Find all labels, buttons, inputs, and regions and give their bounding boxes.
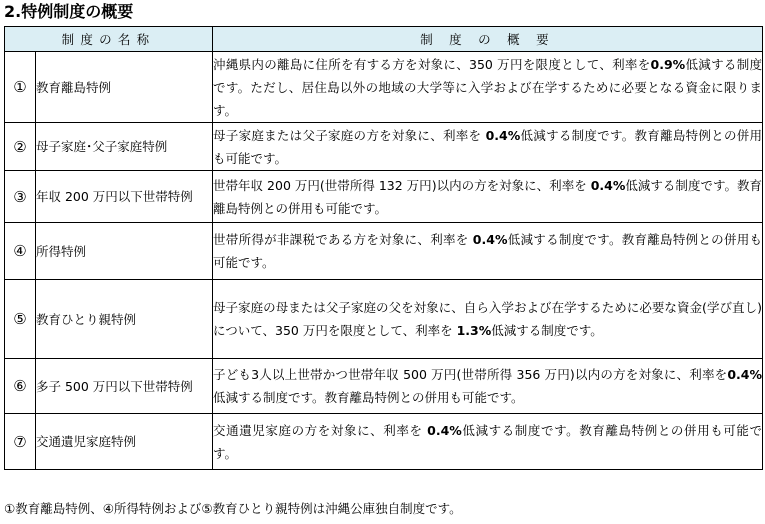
program-name: 交通遺児家庭特例 — [36, 414, 213, 470]
row-number: ⑦ — [5, 414, 36, 470]
row-number: ⑥ — [5, 359, 36, 414]
program-name: 母子家庭･父子家庭特例 — [36, 123, 213, 171]
program-description: 沖縄県内の離島に住所を有する方を対象に、350 万円を限度として、利率を0.9%低減する制度です。ただし、居住島以外の地域の大学等に入学および在学するために必要となる資金に限ります。 — [213, 52, 763, 123]
program-name: 教育離島特例 — [36, 52, 213, 123]
row-number: ④ — [5, 223, 36, 280]
program-description: 子ども3人以上世帯かつ世帯年収 500 万円(世帯所得 356 万円)以内の方を対象に、利率を0.4%低減する制度です。教育離島特例との併用も可能です。 — [213, 359, 763, 414]
row-number: ② — [5, 123, 36, 171]
table-row — [5, 280, 763, 359]
header-program-summary: 制 度 の 概 要 — [213, 27, 763, 52]
rate-reduction: 0.4% — [427, 422, 462, 438]
rate-reduction: 0.4% — [590, 177, 626, 193]
row-number: ① — [5, 52, 36, 123]
row-number: ③ — [5, 171, 36, 223]
program-description: 交通遺児家庭の方を対象に、利率を 0.4%低減する制度です。教育離島特例との併用も可能です。 — [213, 414, 763, 470]
table-row — [5, 123, 763, 171]
footnote: ①教育離島特例、④所得特例および⑤教育ひとり親特例は沖縄公庫独自制度です。 — [4, 501, 462, 516]
table-row — [5, 171, 763, 223]
program-description: 母子家庭の母または父子家庭の父を対象に、自ら入学および在学するために必要な資金(学び直し)について、350 万円を限度として、利率を 1.3%低減する制度です。 — [213, 280, 763, 359]
program-name: 所得特例 — [36, 223, 213, 280]
program-name: 年収 200 万円以下世帯特例 — [36, 171, 213, 223]
special-programs-table — [4, 26, 763, 470]
program-description: 世帯年収 200 万円(世帯所得 132 万円)以内の方を対象に、利率を 0.4%低減する制度です。教育離島特例との併用も可能です。 — [213, 171, 763, 223]
rate-reduction: 0.4% — [727, 367, 763, 382]
header-program-name: 制度の名称 — [5, 27, 213, 52]
table-header-row — [5, 27, 763, 52]
rate-reduction: 1.3% — [456, 323, 492, 338]
table-row — [5, 359, 763, 414]
table-row — [5, 223, 763, 280]
program-name: 多子 500 万円以下世帯特例 — [36, 359, 213, 414]
table-row — [5, 52, 763, 123]
program-description: 母子家庭または父子家庭の方を対象に、利率を 0.4%低減する制度です。教育離島特例との併用も可能です。 — [213, 123, 763, 171]
rate-reduction: 0.9% — [650, 56, 686, 72]
rate-reduction: 0.4% — [485, 127, 521, 143]
rate-reduction: 0.4% — [472, 232, 508, 247]
row-number: ⑤ — [5, 280, 36, 359]
table-row — [5, 414, 763, 470]
program-name: 教育ひとり親特例 — [36, 280, 213, 359]
program-description: 世帯所得が非課税である方を対象に、利率を 0.4%低減する制度です。教育離島特例との併用も可能です。 — [213, 223, 763, 280]
section-title: 2.特例制度の概要 — [4, 2, 134, 21]
